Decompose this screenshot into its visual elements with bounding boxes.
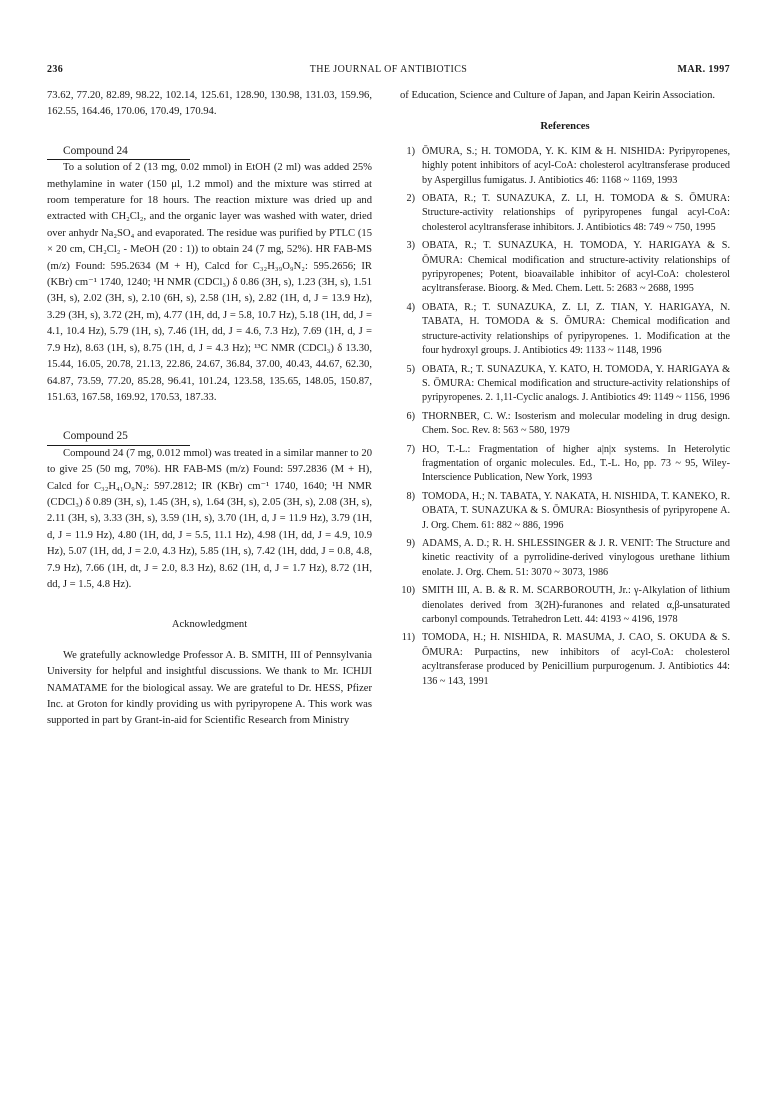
reference-item bbox=[400, 631, 730, 689]
reference-item bbox=[400, 490, 730, 533]
issue-date: MAR. 1997 bbox=[677, 64, 730, 75]
reference-number: 7) bbox=[406, 443, 415, 455]
reference-number: 2) bbox=[406, 193, 415, 205]
reference-text: OBATA, R.; T. SUNAZUKA, Z. LI, Z. TIAN, Y. HARIGAYA, N. TABATA, H. TOMODA & S. ŌMURA: Chemical modification and structure-activity relationships of pyripyropenes. 1. Modification at the four hydroxyl groups. J. Antibiotics 49: 1133 ~ 1148, 1996 bbox=[422, 301, 730, 357]
reference-number: 9) bbox=[406, 537, 415, 549]
compound-25-body: Compound 24 (7 mg, 0.012 mmol) was treated in a similar manner to 20 to give 25 (50 mg, 70%). HR FAB-MS (m/z) Found: 597.2836 (M + H), Calcd for C₃₂H₄₁O₉N₂: 597.2812; IR (KBr) cm⁻¹ 1740, 1640; ¹H NMR (CDCl₃) δ 0.89 (3H, s), 1.45 (3H, s), 1.64 (3H, s), 2.05 (3H, s), 2.08 (3H, s), 2.11 (3H, s), 3.33 (3H, s), 3.59 (1H, s), 3.70 (1H, d, J = 11.9 Hz), 3.79 (1H, d, J = 11.9 Hz), 4.80 (1H, dd, J = 5.5, 11.1 Hz), 4.98 (1H, dd, J = 4.9, 10.9 Hz), 5.07 (1H, dd, J = 2.0, 4.3 Hz), 5.85 (1H, s), 7.42 (1H, ddd, J = 0.8, 4.8, 7.9 Hz), 7.66 (1H, dt, J = 2.0, 8.3 Hz), 8.62 (1H, d, J = 1.7 Hz), 8.72 (1H, dd, J = 1.5, 4.8 Hz). bbox=[47, 447, 372, 590]
reference-item bbox=[400, 410, 730, 439]
left-column bbox=[47, 88, 372, 730]
reference-number: 10) bbox=[401, 585, 415, 597]
references-heading: References bbox=[540, 121, 590, 133]
reference-item bbox=[400, 443, 730, 486]
reference-item bbox=[400, 301, 730, 359]
acknowledgment-body: We gratefully acknowledge Professor A. B. SMITH, III of Pennsylvania University for helpful and insightful discussions. We thank to Mr. ICHIJI NAMATAME for the biological assay. We are grateful to Dr. HESS, Pfizer Inc. at Groton for kindly providing us with pyripyropene A. This work was supported in part by Grant-in-aid for Scientific Research from Ministry bbox=[47, 649, 372, 727]
reference-item bbox=[400, 145, 730, 188]
reference-text: ŌMURA, S.; H. TOMODA, Y. K. KIM & H. NISHIDA: Pyripyropenes, highly potent inhibitors of acyl-CoA: cholesterol acyltransferase produced by Aspergillus fumigatus. J. Antibiotics 46: 1168 ~ 1169, 1993 bbox=[422, 145, 730, 186]
journal-title: THE JOURNAL OF ANTIBIOTICS bbox=[309, 64, 468, 75]
running-header bbox=[47, 64, 730, 80]
reference-item bbox=[400, 192, 730, 235]
nmr-continuation: 73.62, 77.20, 82.89, 98.22, 102.14, 125.61, 128.90, 130.98, 131.03, 159.96, 162.55, 164.46, 170.06, 170.49, 170.94. bbox=[47, 90, 372, 118]
reference-item bbox=[400, 239, 730, 297]
acknowledgment-heading: Acknowledgment bbox=[171, 619, 248, 631]
compound-24-body: To a solution of 2 (13 mg, 0.02 mmol) in EtOH (2 ml) was added 25% methylamine in water (150 μl, 1.2 mmol) and the mixture was stirred at room temperature for 18 hours. The reaction mixture was dried up and extracted with CH₂Cl₂, and the organic layer was washed with water, dried over anhydr Na₂SO₄ and evaporated. The residue was purified by PTLC (15 × 20 cm, CH₂Cl₂ - MeOH (20 : 1)) to obtain 24 (7 mg, 52%). HR FAB-MS (m/z) Found: 595.2634 (M + H), Calcd for C₃₂H₃₉O₉N₂: 595.2656; IR (KBr) cm⁻¹ 1740, 1240; ¹H NMR (CDCl₃) δ 0.86 (3H, s), 1.23 (3H, s), 1.51 (3H, s), 2.02 (3H, s), 2.10 (6H, s), 2.58 (1H, s), 2.82 (1H, d, J = 13.9 Hz), 3.29 (3H, s), 3.72 (2H, m), 4.77 (1H, dd, J = 5.8, 10.7 Hz), 5.18 (1H, dd, J = 4.1, 10.4 Hz), 5.79 (1H, s), 7.46 (1H, dd, J = 4.6, 7.3 Hz), 7.69 (1H, d, J = 7.9 Hz), 8.63 (1H, s), 8.75 (1H, d, J = 4.3 Hz); ¹³C NMR (CDCl₃) δ 13.30, 15.44, 16.05, 20.78, 21.13, 22.86, 24.67, 36.84, 37.00, 40.43, 44.67, 62.30, 64.87, 73.59, 77.20, 85.28, 96.41, 101.24, 123.58, 135.65, 148.05, 150.87, 151.63, 167.58, 169.92, 170.53, 187.33. bbox=[47, 162, 372, 403]
reference-item bbox=[400, 537, 730, 580]
reference-text: TOMODA, H.; N. TABATA, Y. NAKATA, H. NISHIDA, T. KANEKO, R. OBATA, T. SUNAZUKA & S. ŌMURA: Biosynthesis of pyripyropene A. J. Org. Chem. 61: 882 ~ 886, 1996 bbox=[422, 490, 730, 531]
reference-text: TOMODA, H.; H. NISHIDA, R. MASUMA, J. CAO, S. OKUDA & S. ŌMURA: Purpactins, new inhibitors of acyl-CoA: cholesterol acyltransferase produced by Penicillium purpurogenum. J. Antibiotics 44: 136 ~ 143, 1991 bbox=[422, 632, 730, 687]
reference-number: 11) bbox=[401, 632, 415, 644]
acknowledgment-continuation: of Education, Science and Culture of Japan, and Japan Keirin Association. bbox=[400, 90, 716, 101]
reference-number: 1) bbox=[406, 145, 415, 157]
reference-text: OBATA, R.; T. SUNAZUKA, Y. KATO, H. TOMODA, Y. HARIGAYA & S. ŌMURA: Chemical modification and structure-activity relationships of pyripyropenes. 2. 1,11-Cyclic analogs. J. Antibiotics 49: 1149 ~ 1156, 1996 bbox=[422, 363, 730, 404]
reference-text: OBATA, R.; T. SUNAZUKA, Z. LI, H. TOMODA & S. ŌMURA: Structure-activity relationships of pyripyropenes fungal acyl-CoA: cholesterol acyltransferase inhibitors. J. Antibiotics 48: 749 ~ 750, 1995 bbox=[422, 193, 730, 233]
page-number: 236 bbox=[47, 64, 64, 75]
reference-number: 4) bbox=[406, 301, 415, 313]
reference-text: ADAMS, A. D.; R. H. SHLESSINGER & J. R. VENIT: The Structure and kinetic reactivity of a pyrrolidine-derived vinylogous urethane lithium enolate. J. Org. Chem. 51: 3070 ~ 3073, 1986 bbox=[422, 537, 730, 578]
reference-item bbox=[400, 584, 730, 627]
reference-text: SMITH III, A. B. & R. M. SCARBOROUTH, Jr.: γ-Alkylation of lithium dienolates derived from 3(2H)-furanones and related α,β-unsaturated carbonyl compounds. Tetrahedron Lett. 44: 4193 ~ 4196, 1978 bbox=[422, 585, 730, 625]
right-column bbox=[400, 88, 730, 693]
reference-number: 6) bbox=[406, 410, 415, 422]
reference-number: 5) bbox=[406, 363, 415, 375]
compound-25-heading: Compound 25 bbox=[47, 428, 190, 445]
reference-text: OBATA, R.; T. SUNAZUKA, H. TOMODA, Y. HARIGAYA & S. ŌMURA: Chemical modification and structure-activity relationships of pyripyropenes; Potent, bioavailable inhibitor of acyl-CoA: cholesterol acyltransferase. Bioorg. & Med. Chem. Lett. 5: 2683 ~ 2688, 1995 bbox=[422, 240, 730, 295]
reference-text: HO, T.-L.: Fragmentation of higher a|n|x systems. In Heterolytic fragmentation of organic molecules. Ed., T.-L. Ho, pp. 73 ~ 95, Wiley-Interscience Publication, New York, 1993 bbox=[422, 443, 730, 484]
reference-item bbox=[400, 363, 730, 406]
reference-number: 3) bbox=[406, 240, 415, 252]
references-list bbox=[400, 145, 730, 689]
reference-number: 8) bbox=[406, 490, 415, 502]
reference-text: THORNBER, C. W.: Isosterism and molecular modeling in drug design. Chem. Soc. Rev. 8: 563 ~ 580, 1979 bbox=[422, 410, 730, 437]
compound-24-heading: Compound 24 bbox=[47, 143, 190, 160]
